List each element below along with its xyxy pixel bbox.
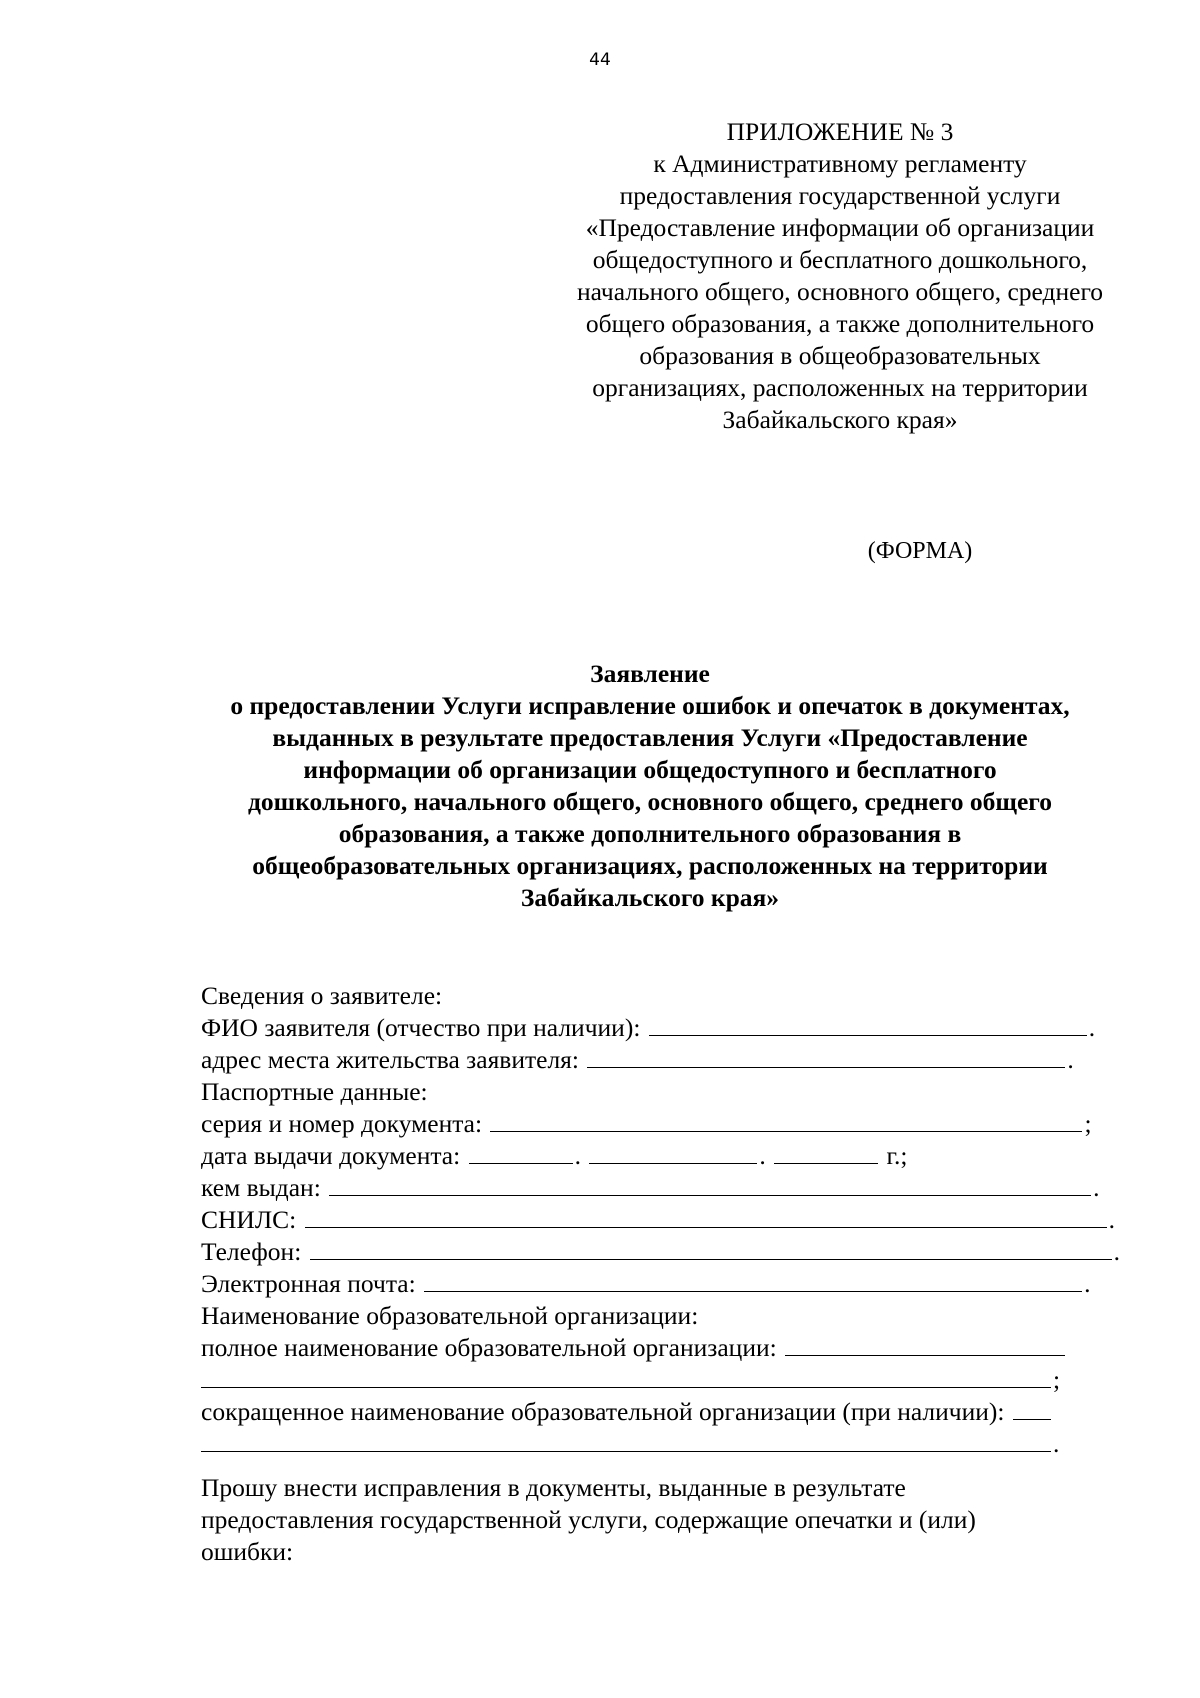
org-short-field[interactable]	[1013, 1397, 1051, 1420]
application-form	[201, 980, 1161, 1568]
appendix-line: начального общего, основного общего, среднего	[576, 277, 1104, 306]
punctuation: ;	[1053, 1365, 1061, 1394]
issue-date-row	[201, 1140, 1161, 1172]
issued-by-field[interactable]	[329, 1173, 1091, 1196]
phone-row	[201, 1236, 1161, 1268]
punctuation: .	[1108, 1205, 1115, 1234]
punctuation: .	[1093, 1173, 1100, 1202]
org-header: Наименование образовательной организации:	[201, 1301, 699, 1330]
appendix-line: организациях, расположенных на территории	[592, 373, 1088, 402]
punctuation: ;	[1084, 1109, 1092, 1138]
org-full-row	[201, 1332, 1161, 1364]
doc-number-label: серия и номер документа:	[201, 1109, 483, 1138]
appendix-line: Забайкальского края»	[722, 405, 958, 434]
org-full-field-continued[interactable]	[201, 1365, 1051, 1388]
appendix-line: к Административному регламенту	[653, 149, 1027, 178]
appendix-line: образования в общеобразовательных	[639, 341, 1041, 370]
org-short-continued-row	[201, 1428, 1161, 1460]
applicant-header: Сведения о заявителе:	[201, 981, 443, 1010]
email-field[interactable]	[424, 1269, 1082, 1292]
phone-label: Телефон:	[201, 1237, 302, 1266]
issue-month-field[interactable]	[589, 1141, 757, 1164]
appendix-line: предоставления государственной услуги	[619, 181, 1061, 210]
title-line: выданных в результате предоставления Услуги «Предоставление	[272, 723, 1028, 752]
org-full-continued-row	[201, 1364, 1161, 1396]
email-label: Электронная почта:	[201, 1269, 416, 1298]
org-full-label: полное наименование образовательной организации:	[201, 1333, 777, 1362]
issue-date-label: дата выдачи документа:	[201, 1141, 461, 1170]
document-title	[150, 658, 1150, 914]
appendix-line: «Предоставление информации об организации	[585, 213, 1095, 242]
appendix-line: общедоступного и бесплатного дошкольного,	[592, 245, 1088, 274]
full-name-row	[201, 1012, 1161, 1044]
issued-by-row	[201, 1172, 1161, 1204]
snils-label: СНИЛС:	[201, 1205, 297, 1234]
title-line: общеобразовательных организациях, расположенных на территории	[252, 851, 1048, 880]
title-line: Заявление	[590, 659, 710, 688]
issue-day-field[interactable]	[469, 1141, 573, 1164]
address-label: адрес места жительства заявителя:	[201, 1045, 579, 1074]
passport-header-row	[201, 1076, 1161, 1108]
request-line: ошибки:	[201, 1537, 294, 1566]
org-short-field-continued[interactable]	[201, 1429, 1051, 1452]
page-number: 44	[589, 50, 611, 70]
appendix-line: общего образования, а также дополнительного	[585, 309, 1095, 338]
full-name-label: ФИО заявителя (отчество при наличии):	[201, 1013, 641, 1042]
punctuation: .	[1084, 1269, 1091, 1298]
title-line: информации об организации общедоступного и бесплатного	[303, 755, 997, 784]
punctuation: .	[1067, 1045, 1074, 1074]
address-field[interactable]	[587, 1045, 1065, 1068]
org-header-row	[201, 1300, 1161, 1332]
punctuation: .	[1113, 1237, 1121, 1266]
passport-header: Паспортные данные:	[201, 1077, 428, 1106]
title-line: о предоставлении Услуги исправление ошибок и опечаток в документах,	[230, 691, 1070, 720]
issued-by-label: кем выдан:	[201, 1173, 321, 1202]
title-line: образования, а также дополнительного образования в	[338, 819, 962, 848]
request-line: Прошу внести исправления в документы, выданные в результате	[201, 1473, 906, 1502]
snils-field[interactable]	[305, 1205, 1107, 1228]
org-full-field[interactable]	[785, 1333, 1065, 1356]
title-line: Забайкальского края»	[520, 883, 780, 912]
appendix-line: ПРИЛОЖЕНИЕ № 3	[726, 117, 954, 146]
doc-number-row	[201, 1108, 1161, 1140]
issue-year-field[interactable]	[774, 1141, 878, 1164]
appendix-header	[540, 116, 1140, 436]
year-suffix: г.;	[886, 1141, 908, 1170]
email-row	[201, 1268, 1161, 1300]
request-paragraph	[201, 1472, 1161, 1568]
applicant-header-row	[201, 980, 1161, 1012]
org-short-row	[201, 1396, 1161, 1428]
form-label: (ФОРМА)	[867, 538, 973, 564]
punctuation: .	[1053, 1429, 1060, 1458]
punctuation: .	[574, 1141, 581, 1170]
punctuation: .	[1088, 1013, 1096, 1042]
title-line: дошкольного, начального общего, основного общего, среднего общего	[248, 787, 1052, 816]
phone-field[interactable]	[310, 1237, 1112, 1260]
org-short-label: сокращенное наименование образовательной организации (при наличии):	[201, 1397, 1005, 1426]
address-row	[201, 1044, 1161, 1076]
snils-row	[201, 1204, 1161, 1236]
request-line: предоставления государственной услуги, содержащие опечатки и (или)	[201, 1505, 976, 1534]
doc-number-field[interactable]	[490, 1109, 1082, 1132]
punctuation: .	[759, 1141, 766, 1170]
full-name-field[interactable]	[649, 1013, 1087, 1036]
